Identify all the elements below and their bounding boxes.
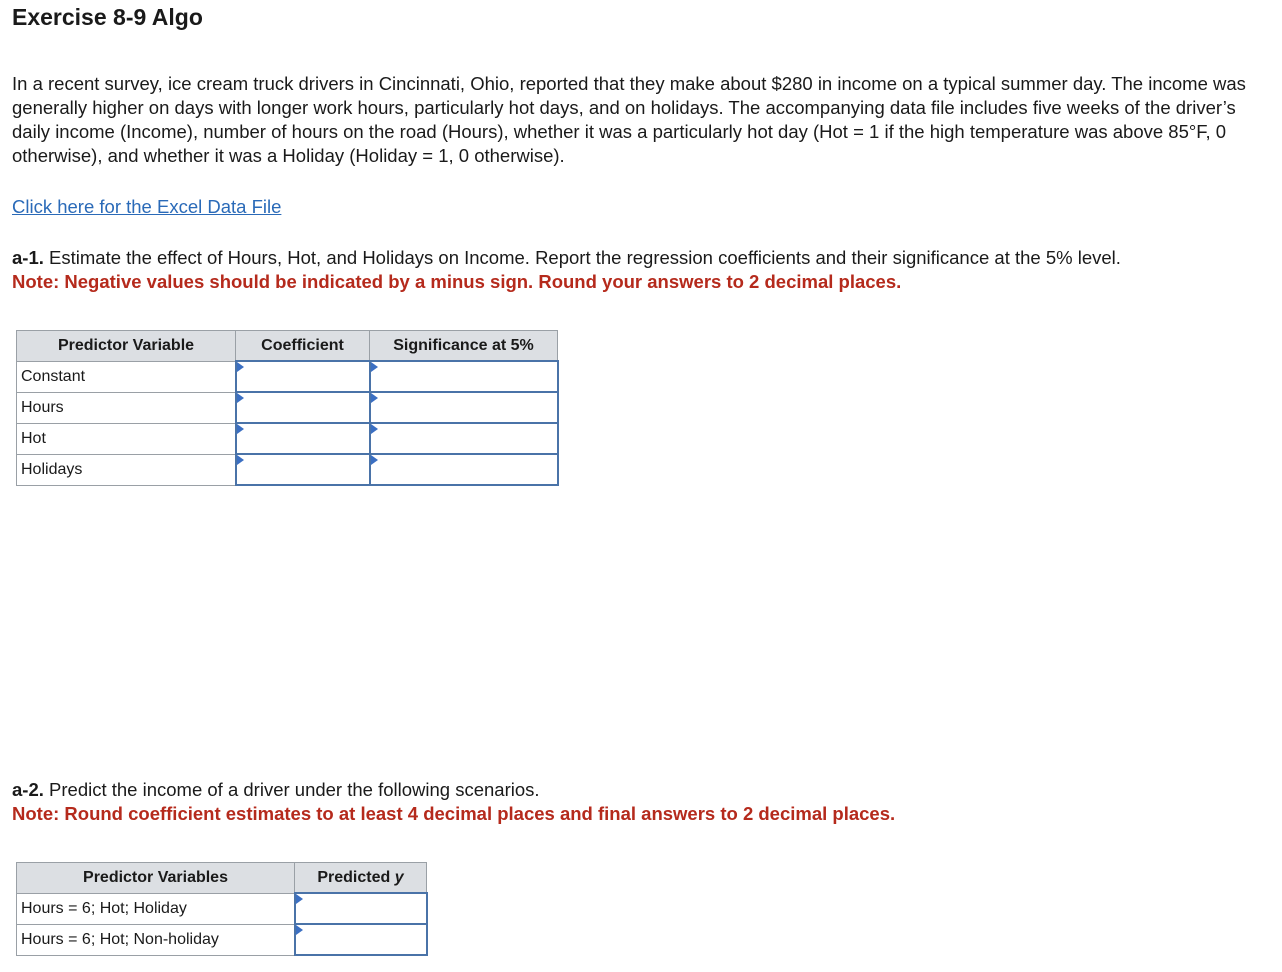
prediction-table-header <box>17 863 427 894</box>
table-row <box>17 454 558 485</box>
prediction-input-non-holiday[interactable] <box>300 926 422 953</box>
question-a1 <box>12 246 1277 294</box>
scenario-label-holiday: Hours = 6; Hot; Holiday <box>17 893 295 924</box>
regression-table-header <box>17 331 558 362</box>
coefficient-input-constant[interactable] <box>241 363 365 390</box>
page-title: Exercise 8-9 Algo <box>12 4 203 30</box>
header-coefficient: Coefficient <box>236 331 370 362</box>
row-label-holidays: Holidays <box>17 454 236 485</box>
answer-flag-icon <box>296 894 303 904</box>
answer-flag-icon <box>296 925 303 935</box>
prediction-table <box>16 862 428 956</box>
header-predictor-variable: Predictor Variable <box>17 331 236 362</box>
excel-data-file-link[interactable]: Click here for the Excel Data File <box>12 196 282 217</box>
coefficient-cell-constant <box>236 361 370 392</box>
regression-table <box>16 330 559 486</box>
significance-cell-hot <box>370 423 558 454</box>
row-label-hours: Hours <box>17 392 236 423</box>
row-label-hot: Hot <box>17 423 236 454</box>
table-row <box>17 423 558 454</box>
significance-select-holidays[interactable] <box>375 456 553 483</box>
question-a1-label: a-1. <box>12 247 44 268</box>
header-significance: Significance at 5% <box>370 331 558 362</box>
table-row <box>17 361 558 392</box>
coefficient-cell-hours <box>236 392 370 423</box>
question-a2-note: Note: Round coefficient estimates to at least 4 decimal places and final answers to 2 decimal places. <box>12 803 896 824</box>
coefficient-input-hours[interactable] <box>241 394 365 421</box>
answer-flag-icon <box>371 362 378 372</box>
answer-flag-icon <box>237 455 244 465</box>
header-predicted-y <box>295 863 427 894</box>
significance-select-constant[interactable] <box>375 363 553 390</box>
significance-select-hot[interactable] <box>375 425 553 452</box>
coefficient-input-hot[interactable] <box>241 425 365 452</box>
scenario-label-non-holiday: Hours = 6; Hot; Non-holiday <box>17 924 295 955</box>
row-label-constant: Constant <box>17 361 236 392</box>
significance-cell-holidays <box>370 454 558 485</box>
header-y-symbol: y <box>394 868 404 886</box>
prediction-cell-non-holiday <box>295 924 427 955</box>
coefficient-cell-hot <box>236 423 370 454</box>
significance-cell-constant <box>370 361 558 392</box>
answer-flag-icon <box>371 424 378 434</box>
answer-flag-icon <box>371 393 378 403</box>
problem-statement: In a recent survey, ice cream truck drivers in Cincinnati, Ohio, reported that they make about $280 in income on a typical summer day. The income was generally higher on days with longer work hours, particularly hot days, and on holidays. The accompanying data file includes five weeks of the driver’s daily income (Income), number of hours on the road (Hours), whether it was a particularly hot day (Hot = 1 if the high temperature was above 85°F, 0 otherwise), and whether it was a Holiday (Holiday = 1, 0 otherwise). <box>12 73 1246 166</box>
significance-select-hours[interactable] <box>375 394 553 421</box>
table-row <box>17 392 558 423</box>
question-a2 <box>12 778 1277 826</box>
prediction-input-holiday[interactable] <box>300 895 422 922</box>
answer-flag-icon <box>237 362 244 372</box>
table-row <box>17 924 427 955</box>
coefficient-input-holidays[interactable] <box>241 456 365 483</box>
question-a1-note: Note: Negative values should be indicated by a minus sign. Round your answers to 2 decimal places. <box>12 271 902 292</box>
question-a1-text: Estimate the effect of Hours, Hot, and Holidays on Income. Report the regression coefficients and their significance at the 5% level. <box>43 247 1121 268</box>
prediction-cell-holiday <box>295 893 427 924</box>
coefficient-cell-holidays <box>236 454 370 485</box>
table-row <box>17 893 427 924</box>
header-predictor-variables: Predictor Variables <box>17 863 295 894</box>
answer-flag-icon <box>237 424 244 434</box>
answer-flag-icon <box>371 455 378 465</box>
answer-flag-icon <box>237 393 244 403</box>
question-a2-label: a-2. <box>12 779 44 800</box>
question-a2-text: Predict the income of a driver under the following scenarios. <box>43 779 540 800</box>
significance-cell-hours <box>370 392 558 423</box>
header-predicted-label: Predicted <box>317 868 395 886</box>
